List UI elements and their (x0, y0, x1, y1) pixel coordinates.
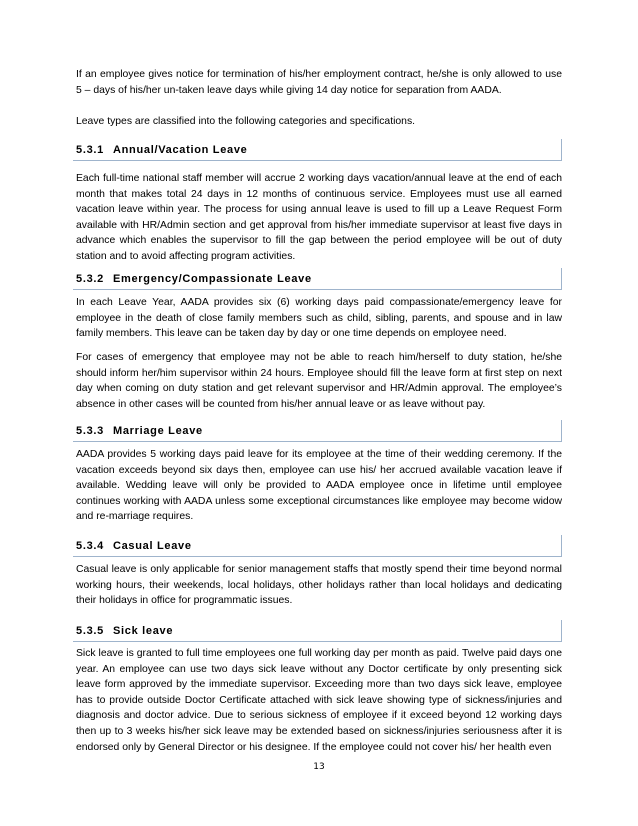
section-number: 5.3.3 (76, 425, 104, 437)
sick-leave-paragraph: Sick leave is granted to full time employees one full working day per month as paid. Twelve paid days one year. An employee can use two days sick leave without any Doctor certificate by only presenting sick leave form approved by the immediate supervisor. Exceeding more than two days sick leave, employee has to provide outside Doctor Certificate attached with sick leave showing type of sickness/injuries and diagnosis and doctor advice. Due to serious sickness of employee if it exceed beyond 12 working days then up to 3 weeks his/her sick leave may be extended based on sickness/injuries seriousness after it is endorsed only by General Director or his designee. If the employee could not cover his/ her health even (76, 648, 562, 753)
annual-leave-paragraph: Each full-time national staff member will accrue 2 working days vacation/annual leave at the end of each month that makes total 24 days in 12 months of continuous service. Employees must use all earned vacation leave within year. The process for using annual leave is used to fill up a Leave Request Form available with HR/Admin section and get approval from his/her immediate supervisor at least five days in advance which enables the supervisor to fill the gap between the period employee will be out of duty station and to avoid affecting program activities. (76, 173, 562, 262)
casual-leave-paragraph: Casual leave is only applicable for senior management staffs that mostly spend their time beyond normal working hours, their weekends, local holidays, other holidays rather than local holidays and dedicating their holidays in office for programmatic issues. (76, 564, 562, 607)
section-heading-marriage-leave (73, 420, 562, 442)
section-number: 5.3.5 (76, 625, 104, 637)
section-title: Casual Leave (112, 540, 192, 552)
section-number: 5.3.1 (76, 144, 104, 156)
section-number: 5.3.4 (76, 540, 104, 552)
section-heading-casual-leave (73, 535, 562, 557)
intro-paragraph-1: If an employee gives notice for termination of his/her employment contract, he/she is only allowed to use 5 – days of his/her un-taken leave days while giving 14 day notice for separation from AADA. (76, 69, 562, 96)
marriage-leave-paragraph: AADA provides 5 working days paid leave for its employee at the time of their wedding ceremony. If the vacation exceeds beyond six days then, employee can use his/ her accrued available vacation leave if available. Wedding leave will only be provided to AADA employee once in lifetime until employee continues working with AADA unless some exceptional circumstances like employee may become widow and re-marriage requires. (76, 449, 562, 523)
section-heading-annual-leave (73, 139, 562, 161)
section-title: Annual/Vacation Leave (112, 144, 248, 156)
section-title: Sick leave (112, 625, 174, 637)
section-heading-sick-leave (73, 620, 562, 642)
intro-paragraph-2: Leave types are classified into the following categories and specifications. (76, 116, 416, 127)
emergency-leave-paragraph-2: For cases of emergency that employee may not be able to reach him/herself to duty station, he/she should inform her/him supervisor within 24 hours. Employee should fill the leave form at first step on next day when coming on duty station and get relevant supervisor and HR/Admin approval. The employee’s absence in other cases will be counted from his/her annual leave or as leave without pay. (76, 352, 562, 410)
emergency-leave-paragraph-1: In each Leave Year, AADA provides six (6) working days paid compassionate/emergency leave for employee in the death of close family members such as child, sibling, parents, and spouse and in law family members. This leave can be taken day by day or one time depends on employee need. (76, 297, 562, 340)
page-number: 13 (313, 762, 325, 772)
section-title: Marriage Leave (112, 425, 203, 437)
section-title: Emergency/Compassionate Leave (112, 273, 312, 285)
section-heading-emergency-leave (73, 268, 562, 290)
section-number: 5.3.2 (76, 273, 104, 285)
